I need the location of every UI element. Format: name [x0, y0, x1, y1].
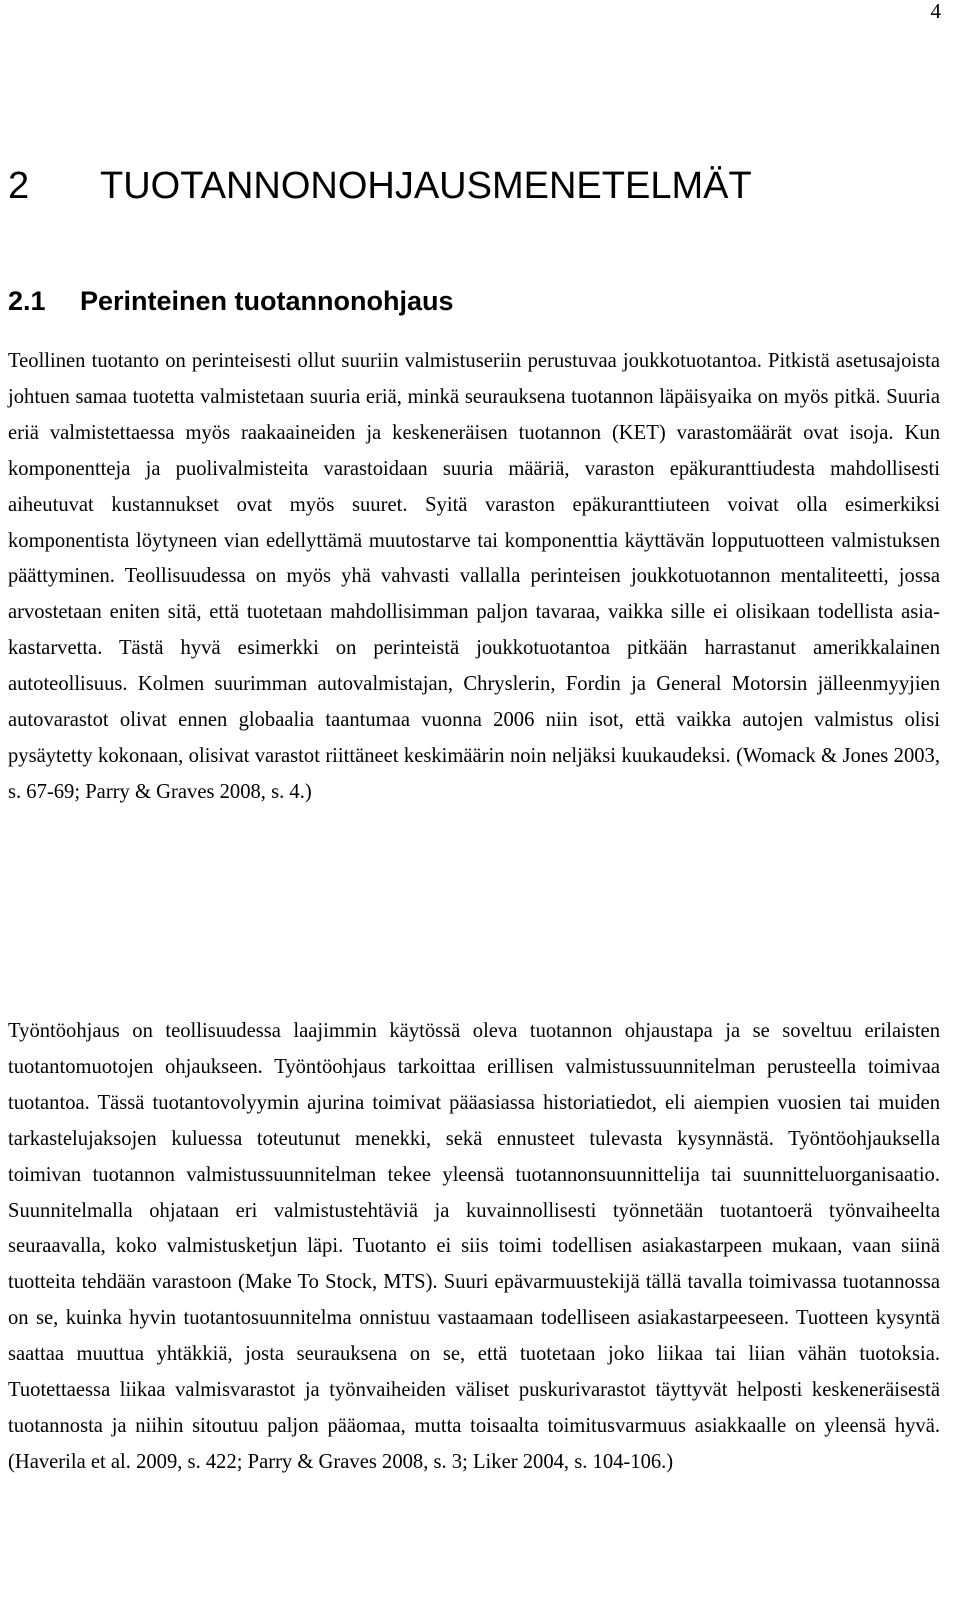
chapter-number: 2 — [8, 165, 30, 207]
section-number: 2.1 — [8, 286, 46, 316]
page-number: 4 — [930, 0, 941, 23]
section-heading — [8, 283, 943, 319]
body-paragraph: Teollinen tuotanto on perinteisesti ollut suuriin valmistuseriin perustuvaa joukkotuotantoa. Pitkistä asetusajoista johtuen samaa tuotetta valmistetaan suuria eriä, minkä seurauksena tuotannon läpäisyaika on myös pitkä. Suuria eriä valmistettaessa myös raakaaineiden ja keskeneräisen tuotannon (KET) varastomäärät ovat isoja. Kun komponentteja ja puolivalmisteita varastoidaan suuria määriä, varaston epäkuranttiudesta mahdollisesti aiheutuvat kustannukset ovat myös suuret. Syitä varaston epäkuranttiuteen voivat olla esimerkiksi komponentista löytyneen vian edellyttämä muutostarve tai komponenttia käyttävän lopputuotteen valmistuksen päättyminen. Teollisuudessa on myös yhä vahvasti vallalla perinteisen joukkotuotannon mentaliteetti, jossa arvostetaan eniten sitä, että tuotetaan mahdollisimman paljon tavaraa, vaikka sille ei olisikaan todellista asiakastarvetta. Tästä hyvä esimerkki on perinteistä joukkotuotantoa pitkään harrastanut amerikkalainen autoteollisuus. Kolmen suurimman autovalmistajan, Chryslerin, Fordin ja General Motorsin jälleenmyyjien autovarastot olivat ennen globaalia taantumaa vuonna 2006 niin isot, että vaikka autojen valmistus olisi pysäytetty kokonaan, olisivat varastot riittäneet keskimäärin noin neljäksi kuukaudeksi. (Womack & Jones 2003, s. 67-69; Parry & Graves 2008, s. 4.) — [8, 350, 940, 803]
body-paragraph: Työntöohjaus on teollisuudessa laajimmin käytössä oleva tuotannon ohjaustapa ja se soveltuu erilaisten tuotantomuotojen ohjaukseen. Työntöohjaus tarkoittaa erillisen valmistussuunnitelman perusteella toimivaa tuotantoa. Tässä tuotantovolyymin ajurina toimivat pääasiassa historiatiedot, eli aiempien vuosien tai muiden tarkastelujaksojen kuluessa toteutunut menekki, sekä ennusteet tulevasta kysynnästä. Työntöohjauksella toimivan tuotannon valmistussuunnitelman tekee yleensä tuotannonsuunnittelija tai suunnitteluorganisaatio. Suunnitelmalla ohjataan eri valmistustehtäviä ja kuvainnollisesti työnnetään tuotantoerä työnvaiheelta seuraavalla, koko valmistusketjun läpi. Tuotanto ei siis toimi todellisen asiakastarpeen mukaan, vaan siinä tuotteita tehdään varastoon (Make To Stock, MTS). Suuri epävarmuustekijä tällä tavalla toimivassa tuotannossa on se, kuinka hyvin tuotantosuunnitelma onnistuu vastaamaan todelliseen asiakastarpeeseen. Tuotteen kysyntä saattaa muuttua yhtäkkiä, josta seurauksena on se, että tuotetaan joko liikaa tai liian vähän tuotoksia. Tuotettaessa liikaa valmisvarastot ja työnvaiheiden väliset puskurivarastot täyttyvät helposti keskeneräisestä tuotannosta ja niihin sitoutuu paljon pääomaa, mutta toisaalta toimitusvarmuus asiakkaalle on yleensä hyvä. (Haverila et al. 2009, s. 422; Parry & Graves 2008, s. 3; Liker 2004, s. 104-106.) — [8, 1020, 940, 1473]
chapter-title: TUOTANNONOHJAUSMENETELMÄT — [100, 165, 752, 207]
chapter-heading — [8, 162, 943, 210]
section-title: Perinteinen tuotannonohjaus — [80, 286, 454, 316]
